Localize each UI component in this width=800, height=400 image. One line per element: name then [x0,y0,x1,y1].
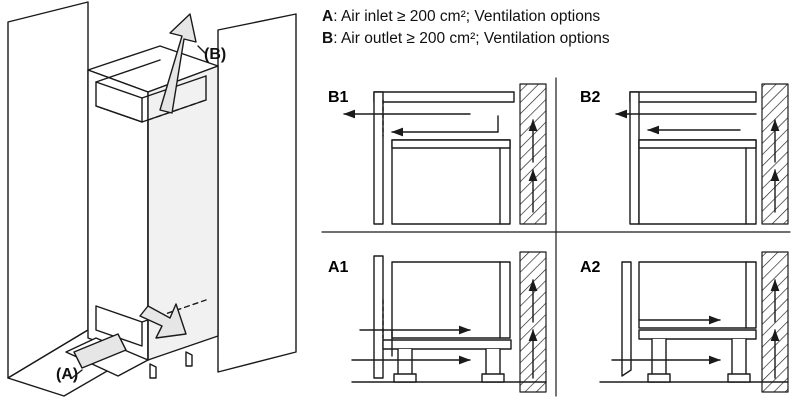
panel-label-b2: B2 [580,89,601,106]
legend-key-a: A [322,8,334,25]
callout-b: (B) [204,46,227,63]
legend-key-b: B [322,30,334,47]
legend-text-a: : Air inlet ≥ 200 cm²; Ventilation options [333,8,601,25]
panel-a2 [600,252,788,392]
panel-a1 [352,252,546,392]
panel-label-a1: A1 [328,259,349,276]
legend-text-b: : Air outlet ≥ 200 cm²; Ventilation options [333,30,610,47]
callout-a: (A) [56,366,79,383]
left-perspective-group [8,2,296,396]
panel-label-b1: B1 [328,89,349,106]
panel-b1 [344,84,546,224]
panel-b2 [616,84,788,224]
panel-label-a2: A2 [580,259,601,276]
